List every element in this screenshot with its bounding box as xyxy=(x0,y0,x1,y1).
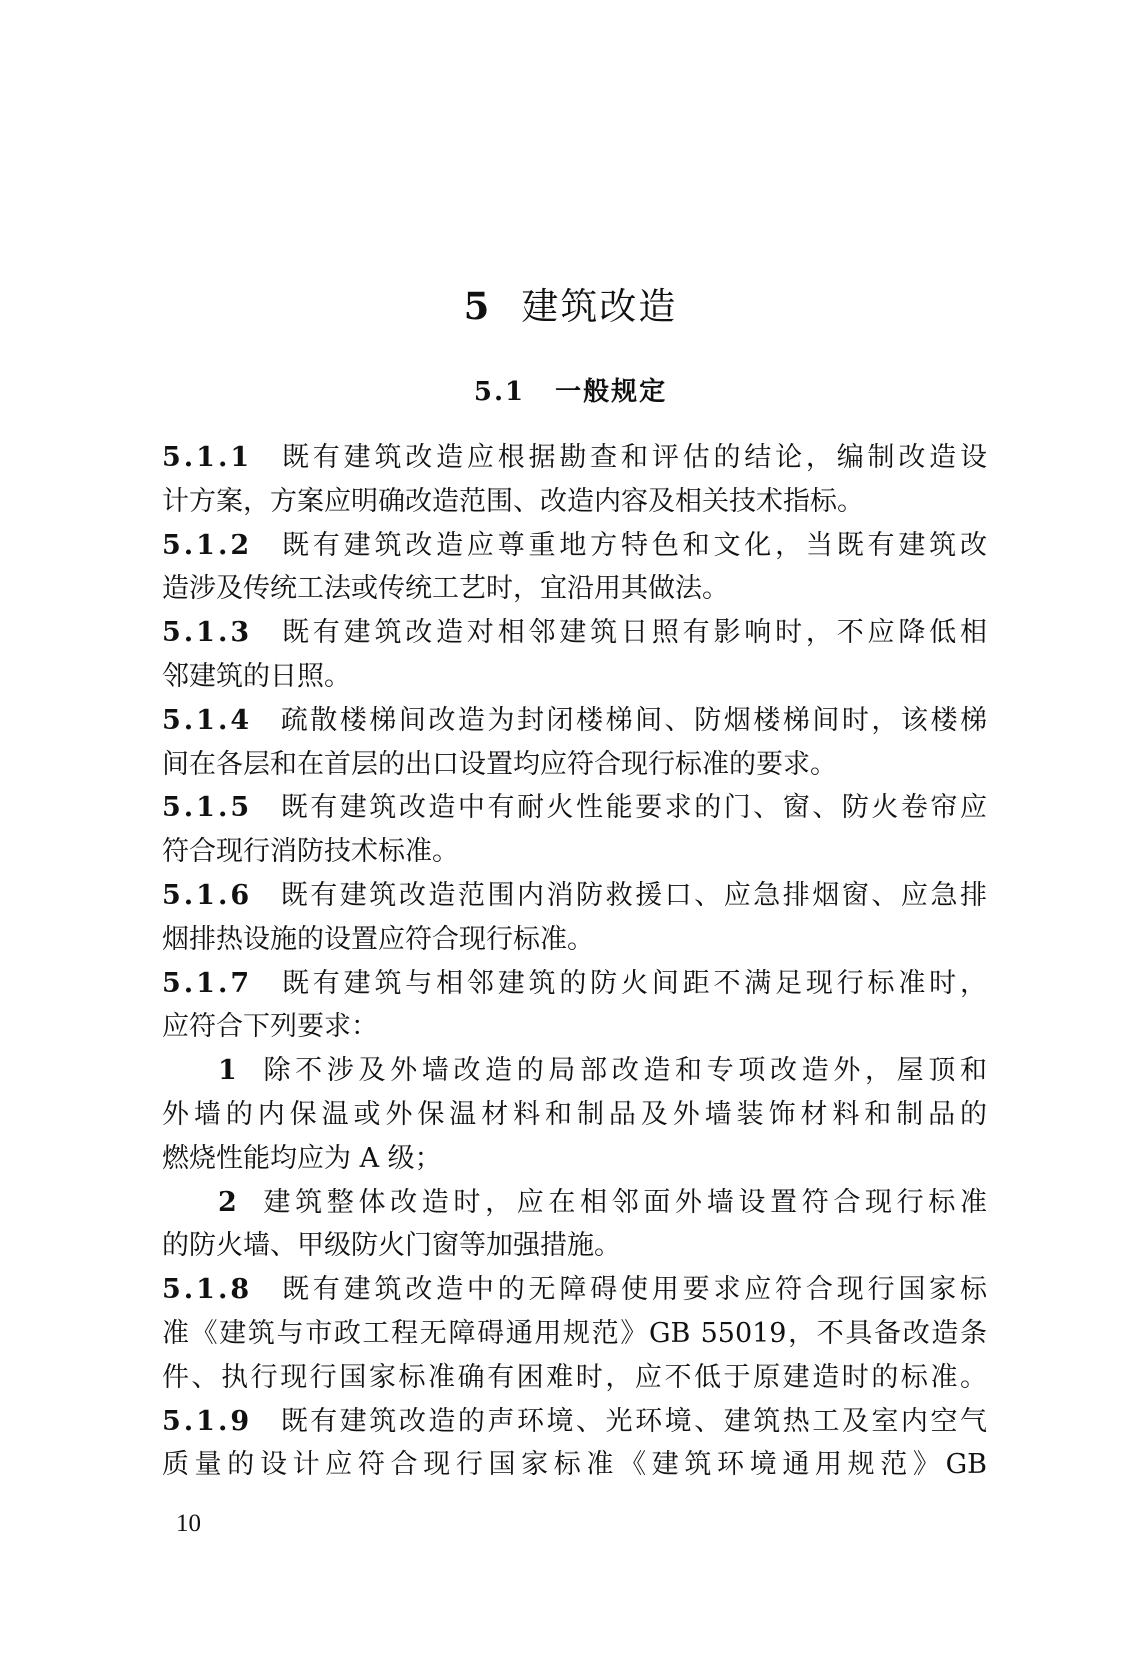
clause-number: 5.1.8 xyxy=(162,1274,253,1306)
text-line xyxy=(162,1093,987,1137)
text-line xyxy=(162,524,987,568)
line-text: 既有建筑与相邻建筑的防火间距不满足现行标准时， xyxy=(278,967,987,999)
section-title-text: 一般规定 xyxy=(555,377,668,407)
line-text: 既有建筑改造应尊重地方特色和文化，当既有建筑改 xyxy=(278,529,987,561)
clause-body xyxy=(162,436,987,1487)
text-line xyxy=(162,436,987,480)
text-line xyxy=(162,874,987,918)
line-text: 既有建筑改造中的无障碍使用要求应符合现行国家标 xyxy=(278,1274,987,1306)
text-line xyxy=(162,786,987,830)
line-text: 烟排热设施的设置应符合现行标准。 xyxy=(162,923,594,955)
line-text: 既有建筑改造应根据勘查和评估的结论，编制改造设 xyxy=(278,442,987,473)
item-number: 2 xyxy=(218,1186,237,1218)
text-line xyxy=(162,743,987,787)
text-line xyxy=(162,1224,987,1268)
text-line xyxy=(162,1268,987,1312)
text-line xyxy=(162,1049,987,1093)
line-text: 既有建筑改造中有耐火性能要求的门、窗、防火卷帘应 xyxy=(278,792,987,824)
chapter-heading xyxy=(0,282,1141,331)
line-text: 除不涉及外墙改造的局部改造和专项改造外，屋顶和 xyxy=(258,1055,987,1087)
text-line xyxy=(162,567,987,611)
text-line xyxy=(162,1356,987,1400)
text-line xyxy=(162,962,987,1006)
chapter-title-text: 建筑改造 xyxy=(521,285,678,328)
line-text: 准《建筑与市政工程无障碍通用规范》GB 55019，不具备改造条 xyxy=(162,1317,987,1349)
line-text: 建筑整体改造时，应在相邻面外墙设置符合现行标准 xyxy=(258,1186,987,1218)
text-line xyxy=(162,1181,987,1225)
line-text: 质量的设计应符合现行国家标准《建筑环境通用规范》GB xyxy=(162,1449,987,1481)
line-text: 件、执行现行国家标准确有困难时，应不低于原建造时的标准。 xyxy=(162,1361,987,1393)
line-text: 的防火墙、甲级防火门窗等加强措施。 xyxy=(162,1230,621,1262)
line-text: 既有建筑改造的声环境、光环境、建筑热工及室内空气 xyxy=(278,1405,987,1437)
clause-number: 5.1.5 xyxy=(162,792,253,824)
line-text: 疏散楼梯间改造为封闭楼梯间、防烟楼梯间时，该楼梯 xyxy=(278,704,987,736)
item-number: 1 xyxy=(218,1055,237,1087)
chapter-number: 5 xyxy=(463,284,492,328)
text-line xyxy=(162,699,987,743)
text-line xyxy=(162,1312,987,1356)
text-line xyxy=(162,1443,987,1487)
clause-number: 5.1.9 xyxy=(162,1405,253,1437)
line-text: 造涉及传统工法或传统工艺时，宜沿用其做法。 xyxy=(162,573,729,605)
line-text: 燃烧性能均应为 A 级； xyxy=(162,1142,442,1174)
line-text: 邻建筑的日照。 xyxy=(162,660,351,692)
text-line xyxy=(162,1005,987,1049)
clause-number: 5.1.3 xyxy=(162,617,253,649)
text-line xyxy=(162,655,987,699)
section-number: 5.1 xyxy=(473,377,526,407)
section-heading xyxy=(0,374,1141,410)
text-line xyxy=(162,480,987,524)
text-line xyxy=(162,830,987,874)
text-line xyxy=(162,611,987,655)
clause-number: 5.1.2 xyxy=(162,529,253,561)
clause-number: 5.1.6 xyxy=(162,879,253,911)
line-text: 外墙的内保温或外保温材料和制品及外墙装饰材料和制品的 xyxy=(162,1098,987,1130)
line-text: 应符合下列要求： xyxy=(162,1011,378,1043)
text-line xyxy=(162,918,987,962)
line-text: 既有建筑改造对相邻建筑日照有影响时，不应降低相 xyxy=(278,617,987,649)
page-number: 10 xyxy=(176,1510,201,1537)
line-text: 符合现行消防技术标准。 xyxy=(162,836,459,868)
clause-number: 5.1.4 xyxy=(162,704,253,736)
line-text: 计方案，方案应明确改造范围、改造内容及相关技术指标。 xyxy=(162,485,864,517)
line-text: 间在各层和在首层的出口设置均应符合现行标准的要求。 xyxy=(162,748,837,780)
clause-number: 5.1.1 xyxy=(162,442,253,473)
line-text: 既有建筑改造范围内消防救援口、应急排烟窗、应急排 xyxy=(278,879,987,911)
clause-number: 5.1.7 xyxy=(162,967,253,999)
text-line xyxy=(162,1400,987,1444)
text-line xyxy=(162,1137,987,1181)
